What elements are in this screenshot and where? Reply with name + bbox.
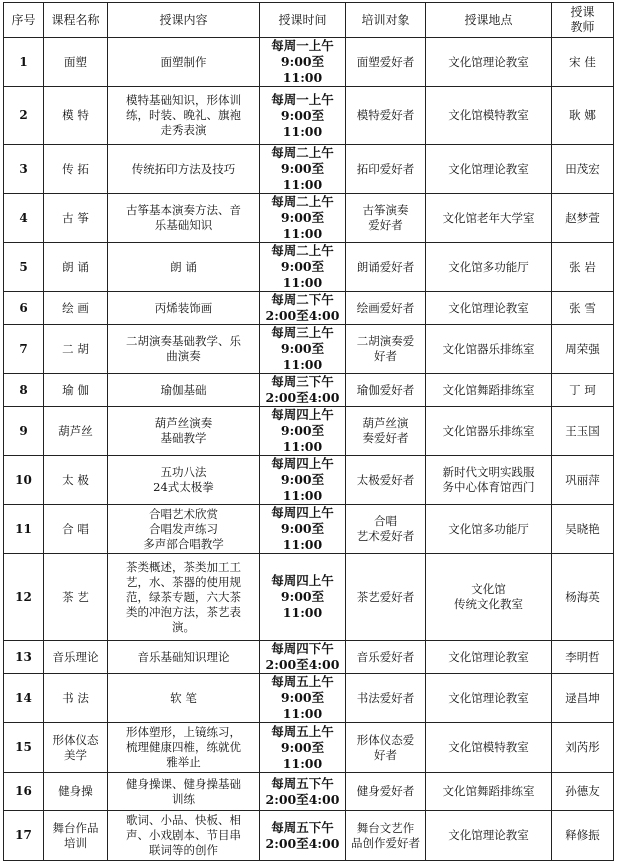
table-row [4,243,614,292]
cell-place: 文化馆理论教室 [426,38,552,87]
cell-target: 太极爱好者 [346,456,426,505]
cell-target: 舞台文艺作 品创作爱好者 [346,811,426,861]
cell-course: 面塑 [44,38,108,87]
cell-no: 1 [4,38,44,87]
cell-place: 文化馆理论教室 [426,641,552,674]
cell-teacher: 赵梦萱 [552,194,614,243]
cell-target: 绘画爱好者 [346,292,426,325]
cell-time: 每周五下午 2:00至4:00 [260,773,346,811]
cell-time: 每周四上午 9:00至11:00 [260,505,346,554]
cell-course: 茶 艺 [44,554,108,641]
cell-teacher: 田茂宏 [552,145,614,194]
cell-teacher: 丁 珂 [552,374,614,407]
cell-target: 茶艺爱好者 [346,554,426,641]
cell-course: 书 法 [44,674,108,723]
cell-content: 软 笔 [108,674,260,723]
cell-course: 健身操 [44,773,108,811]
cell-course: 古 筝 [44,194,108,243]
table-row [4,773,614,811]
cell-place: 新时代文明实践服 务中心体育馆西门 [426,456,552,505]
header-row [4,3,614,38]
table-row [4,374,614,407]
cell-content: 面塑制作 [108,38,260,87]
cell-teacher: 孙德友 [552,773,614,811]
cell-no: 4 [4,194,44,243]
cell-teacher: 张 雪 [552,292,614,325]
cell-content: 形体塑形，上镜练习， 梳理健康四椎，练就优 雅举止 [108,723,260,773]
cell-time: 每周四上午 9:00至11:00 [260,554,346,641]
cell-target: 古筝演奏 爱好者 [346,194,426,243]
cell-teacher: 宋 佳 [552,38,614,87]
cell-course: 传 拓 [44,145,108,194]
cell-content: 合唱艺术欣赏 合唱发声练习 多声部合唱教学 [108,505,260,554]
cell-teacher: 巩丽萍 [552,456,614,505]
cell-teacher: 逯昌坤 [552,674,614,723]
cell-no: 6 [4,292,44,325]
cell-place: 文化馆多功能厅 [426,505,552,554]
cell-course: 瑜 伽 [44,374,108,407]
cell-content: 五功八法 24式太极拳 [108,456,260,505]
cell-course: 合 唱 [44,505,108,554]
cell-no: 14 [4,674,44,723]
cell-place: 文化馆理论教室 [426,674,552,723]
schedule-table [3,2,614,861]
table-row [4,723,614,773]
cell-place: 文化馆老年大学室 [426,194,552,243]
cell-content: 葫芦丝演奏 基础教学 [108,407,260,456]
table-row [4,505,614,554]
cell-no: 5 [4,243,44,292]
cell-time: 每周二上午 9:00至11:00 [260,243,346,292]
cell-no: 2 [4,87,44,145]
cell-course: 形体仪态 美学 [44,723,108,773]
table-row [4,456,614,505]
cell-course: 音乐理论 [44,641,108,674]
cell-target: 书法爱好者 [346,674,426,723]
cell-content: 传统拓印方法及技巧 [108,145,260,194]
cell-place: 文化馆理论教室 [426,811,552,861]
cell-target: 朗诵爱好者 [346,243,426,292]
cell-target: 模特爱好者 [346,87,426,145]
cell-course: 二 胡 [44,325,108,374]
header-place: 授课地点 [426,3,552,38]
cell-target: 健身爱好者 [346,773,426,811]
cell-no: 16 [4,773,44,811]
cell-place: 文化馆理论教室 [426,145,552,194]
cell-no: 3 [4,145,44,194]
cell-time: 每周二上午 9:00至11:00 [260,194,346,243]
cell-no: 17 [4,811,44,861]
cell-content: 瑜伽基础 [108,374,260,407]
cell-time: 每周二上午 9:00至11:00 [260,145,346,194]
cell-place: 文化馆舞蹈排练室 [426,374,552,407]
cell-course: 舞台作品 培训 [44,811,108,861]
cell-course: 葫芦丝 [44,407,108,456]
cell-target: 音乐爱好者 [346,641,426,674]
cell-course: 模 特 [44,87,108,145]
cell-content: 模特基础知识，形体训 练，时装、晚礼、旗袍 走秀表演 [108,87,260,145]
cell-teacher: 王玉国 [552,407,614,456]
cell-place: 文化馆模特教室 [426,723,552,773]
cell-course: 朗 诵 [44,243,108,292]
table-row [4,194,614,243]
table-row [4,38,614,87]
table-row [4,811,614,861]
cell-no: 9 [4,407,44,456]
cell-content: 朗 诵 [108,243,260,292]
cell-time: 每周五上午 9:00至11:00 [260,674,346,723]
cell-place: 文化馆舞蹈排练室 [426,773,552,811]
table-row [4,325,614,374]
cell-no: 7 [4,325,44,374]
cell-time: 每周四上午 9:00至11:00 [260,456,346,505]
cell-target: 拓印爱好者 [346,145,426,194]
header-teacher: 授课 教师 [552,3,614,38]
cell-no: 13 [4,641,44,674]
cell-no: 12 [4,554,44,641]
cell-no: 8 [4,374,44,407]
cell-course: 太 极 [44,456,108,505]
cell-place: 文化馆器乐排练室 [426,325,552,374]
cell-time: 每周五上午 9:00至11:00 [260,723,346,773]
cell-time: 每周五下午 2:00至4:00 [260,811,346,861]
header-time: 授课时间 [260,3,346,38]
cell-teacher: 李明哲 [552,641,614,674]
cell-content: 茶类概述，茶类加工工 艺，水、茶器的使用规 范，绿茶专题，六大茶 类的冲泡方法，茶艺表 演。 [108,554,260,641]
table-row [4,554,614,641]
cell-place: 文化馆器乐排练室 [426,407,552,456]
header-no: 序号 [4,3,44,38]
cell-time: 每周二下午 2:00至4:00 [260,292,346,325]
cell-time: 每周四上午 9:00至11:00 [260,407,346,456]
cell-target: 合唱 艺术爱好者 [346,505,426,554]
table-row [4,292,614,325]
cell-teacher: 耿 娜 [552,87,614,145]
cell-time: 每周一上午 9:00至11:00 [260,38,346,87]
cell-target: 形体仪态爱 好者 [346,723,426,773]
table-row [4,87,614,145]
cell-teacher: 杨海英 [552,554,614,641]
cell-time: 每周一上午 9:00至11:00 [260,87,346,145]
cell-no: 15 [4,723,44,773]
cell-teacher: 刘芮彤 [552,723,614,773]
table-row [4,641,614,674]
header-target: 培训对象 [346,3,426,38]
cell-no: 11 [4,505,44,554]
cell-content: 歌词、小品、快板、相 声、小戏剧本、节目串 联词等的创作 [108,811,260,861]
cell-teacher: 释修振 [552,811,614,861]
cell-teacher: 周荣强 [552,325,614,374]
cell-target: 面塑爱好者 [346,38,426,87]
cell-course: 绘 画 [44,292,108,325]
header-course: 课程名称 [44,3,108,38]
cell-time: 每周三下午 2:00至4:00 [260,374,346,407]
header-content: 授课内容 [108,3,260,38]
table-row [4,407,614,456]
cell-target: 葫芦丝演 奏爱好者 [346,407,426,456]
table-row [4,145,614,194]
cell-target: 瑜伽爱好者 [346,374,426,407]
cell-place: 文化馆模特教室 [426,87,552,145]
cell-content: 古筝基本演奏方法、音 乐基础知识 [108,194,260,243]
cell-teacher: 张 岩 [552,243,614,292]
cell-teacher: 吴晓艳 [552,505,614,554]
cell-place: 文化馆 传统文化教室 [426,554,552,641]
cell-content: 二胡演奏基础教学、乐 曲演奏 [108,325,260,374]
cell-place: 文化馆理论教室 [426,292,552,325]
cell-content: 健身操课、健身操基础 训练 [108,773,260,811]
cell-no: 10 [4,456,44,505]
cell-content: 丙烯装饰画 [108,292,260,325]
cell-time: 每周三上午 9:00至11:00 [260,325,346,374]
cell-content: 音乐基础知识理论 [108,641,260,674]
cell-target: 二胡演奏爱 好者 [346,325,426,374]
table-row [4,674,614,723]
cell-place: 文化馆多功能厅 [426,243,552,292]
cell-time: 每周四下午 2:00至4:00 [260,641,346,674]
